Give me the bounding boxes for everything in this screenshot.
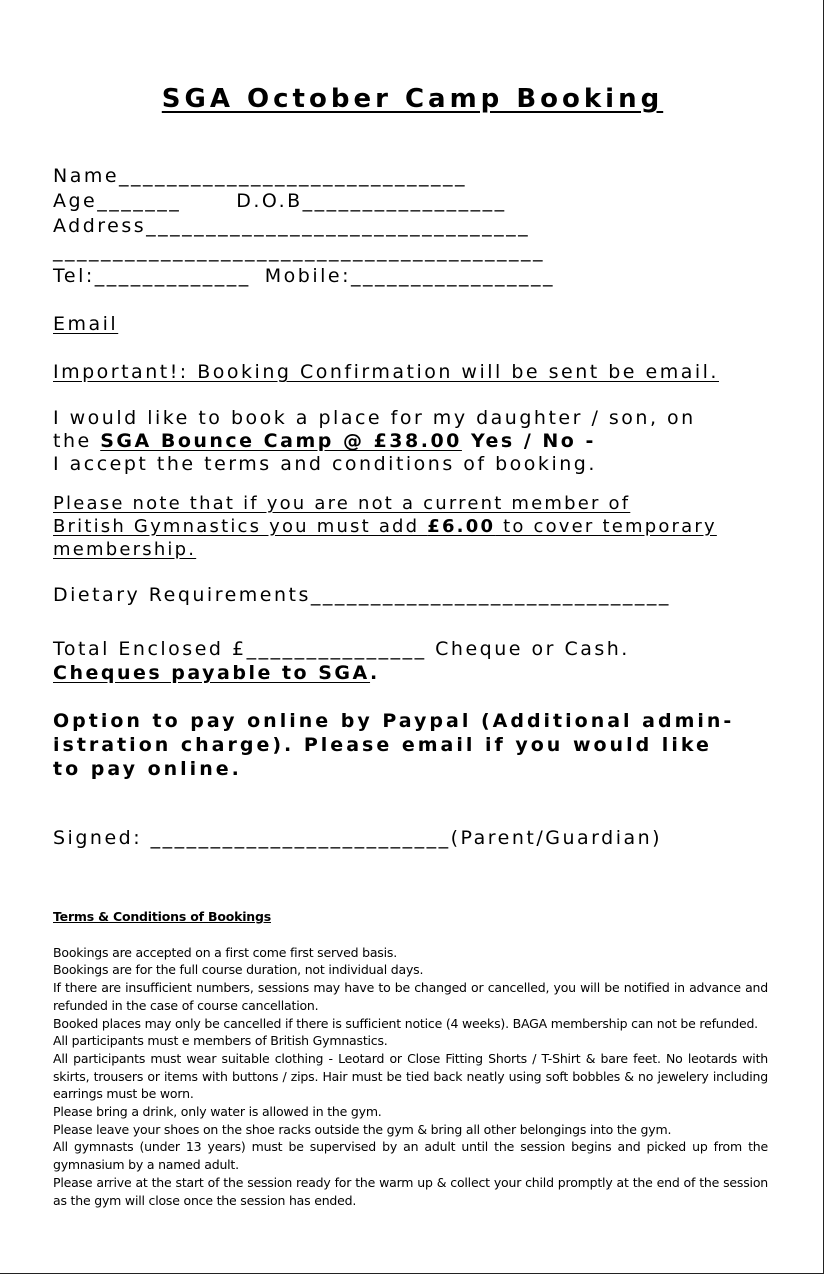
terms-item: All gymnasts (under 13 years) must be supervised by an adult until the session begins and picked up from the gymnasium by a named adult. [53, 1139, 768, 1173]
terms-item: Please leave your shoes on the shoe racks outside the gym & bring all other belongings into the gym. [53, 1121, 672, 1137]
membership-line2 [53, 515, 793, 538]
age-dob-row [53, 189, 793, 214]
booking-line3: I accept the terms and conditions of booking. [53, 453, 597, 475]
terms-item: Please bring a drink, only water is allowed in the gym. [53, 1104, 382, 1120]
paypal-line3: to pay online. [53, 758, 242, 780]
total-enclosed-field[interactable]: Total Enclosed £_______________ [53, 638, 427, 660]
terms-item: If there are insufficient numbers, sessions may have to be changed or cancelled, you will be notified in advance and refunded in the case of course cancellation. [53, 980, 768, 1013]
email-label: Email [53, 313, 119, 335]
address-line2-field[interactable]: _________________________________________ [53, 240, 545, 262]
membership-line2-prefix: British Gymnastics you must add [53, 516, 428, 537]
address-field[interactable]: Address________________________________ [53, 215, 531, 237]
tel-field[interactable]: Tel:_____________ [53, 265, 251, 287]
terms-item: All participants must e members of British Gymnastics. [53, 1033, 388, 1049]
total-row [53, 637, 793, 661]
dob-field[interactable]: D.O.B_________________ [236, 190, 507, 212]
paypal-line2: istration charge). Please email if you would like [53, 734, 712, 756]
membership-line3: membership. [53, 539, 197, 560]
terms-item: Booked places may only be cancelled if there is sufficient notice (4 weeks). BAGA membership can not be refunded. [53, 1015, 758, 1031]
membership-line1: Please note that if you are not a current member of [53, 493, 631, 514]
terms-section [53, 908, 768, 1209]
mobile-field[interactable]: Mobile:_________________ [264, 265, 555, 287]
page-title [0, 84, 825, 114]
camp-name: SGA Bounce Camp @ £38.00 [100, 430, 462, 452]
signature-field[interactable]: Signed: _________________________(Parent/Guardian) [53, 827, 663, 849]
payment-method: Cheque or Cash. [426, 638, 630, 660]
paypal-line1: Option to pay online by Paypal (Additional admin- [53, 710, 735, 732]
booking-form [53, 164, 793, 851]
booking-statement [53, 407, 793, 476]
dietary-field[interactable]: Dietary Requirements______________________________ [53, 584, 671, 606]
cheques-payable: Cheques payable to SGA [53, 662, 371, 684]
terms-item: All participants must wear suitable clothing - Leotard or Close Fitting Shorts / T-Shirt & bare feet. No leotards with skirts, trousers or items with buttons / zips. Hair must be tied back neatly using soft bobbles & no jewelery including earrings must be worn. [53, 1050, 768, 1102]
cheques-row [53, 661, 793, 685]
tel-mobile-row [53, 264, 793, 289]
booking-line2-prefix: the [53, 430, 101, 452]
terms-item: Bookings are for the full course duration, not individual days. [53, 962, 424, 978]
membership-fee: £6.00 [427, 516, 496, 537]
name-field[interactable]: Name_____________________________ [53, 165, 468, 187]
paypal-option [53, 709, 793, 781]
cheques-period: . [370, 662, 380, 684]
title-text: SGA October Camp Booking [161, 84, 664, 114]
terms-list [53, 944, 768, 1210]
membership-line2-suffix: to cover temporary [495, 516, 717, 537]
email-row [53, 312, 793, 337]
booking-line1: I would like to book a place for my daughter / son, on [53, 407, 696, 429]
terms-item: Bookings are accepted on a first come first served basis. [53, 944, 397, 960]
important-note: Important!: Booking Confirmation will be sent be email. [53, 361, 719, 383]
booking-line2 [53, 430, 793, 453]
payment-section [53, 637, 793, 685]
terms-heading: Terms & Conditions of Bookings [53, 909, 271, 924]
terms-item: Please arrive at the start of the session ready for the warm up & collect your child promptly at the end of the session as the gym will close once the session has ended. [53, 1174, 768, 1208]
yes-no-choice[interactable]: Yes / No - [461, 430, 596, 452]
membership-note [53, 492, 793, 561]
email-field[interactable] [53, 313, 548, 335]
age-field[interactable]: Age_______ [53, 190, 182, 212]
